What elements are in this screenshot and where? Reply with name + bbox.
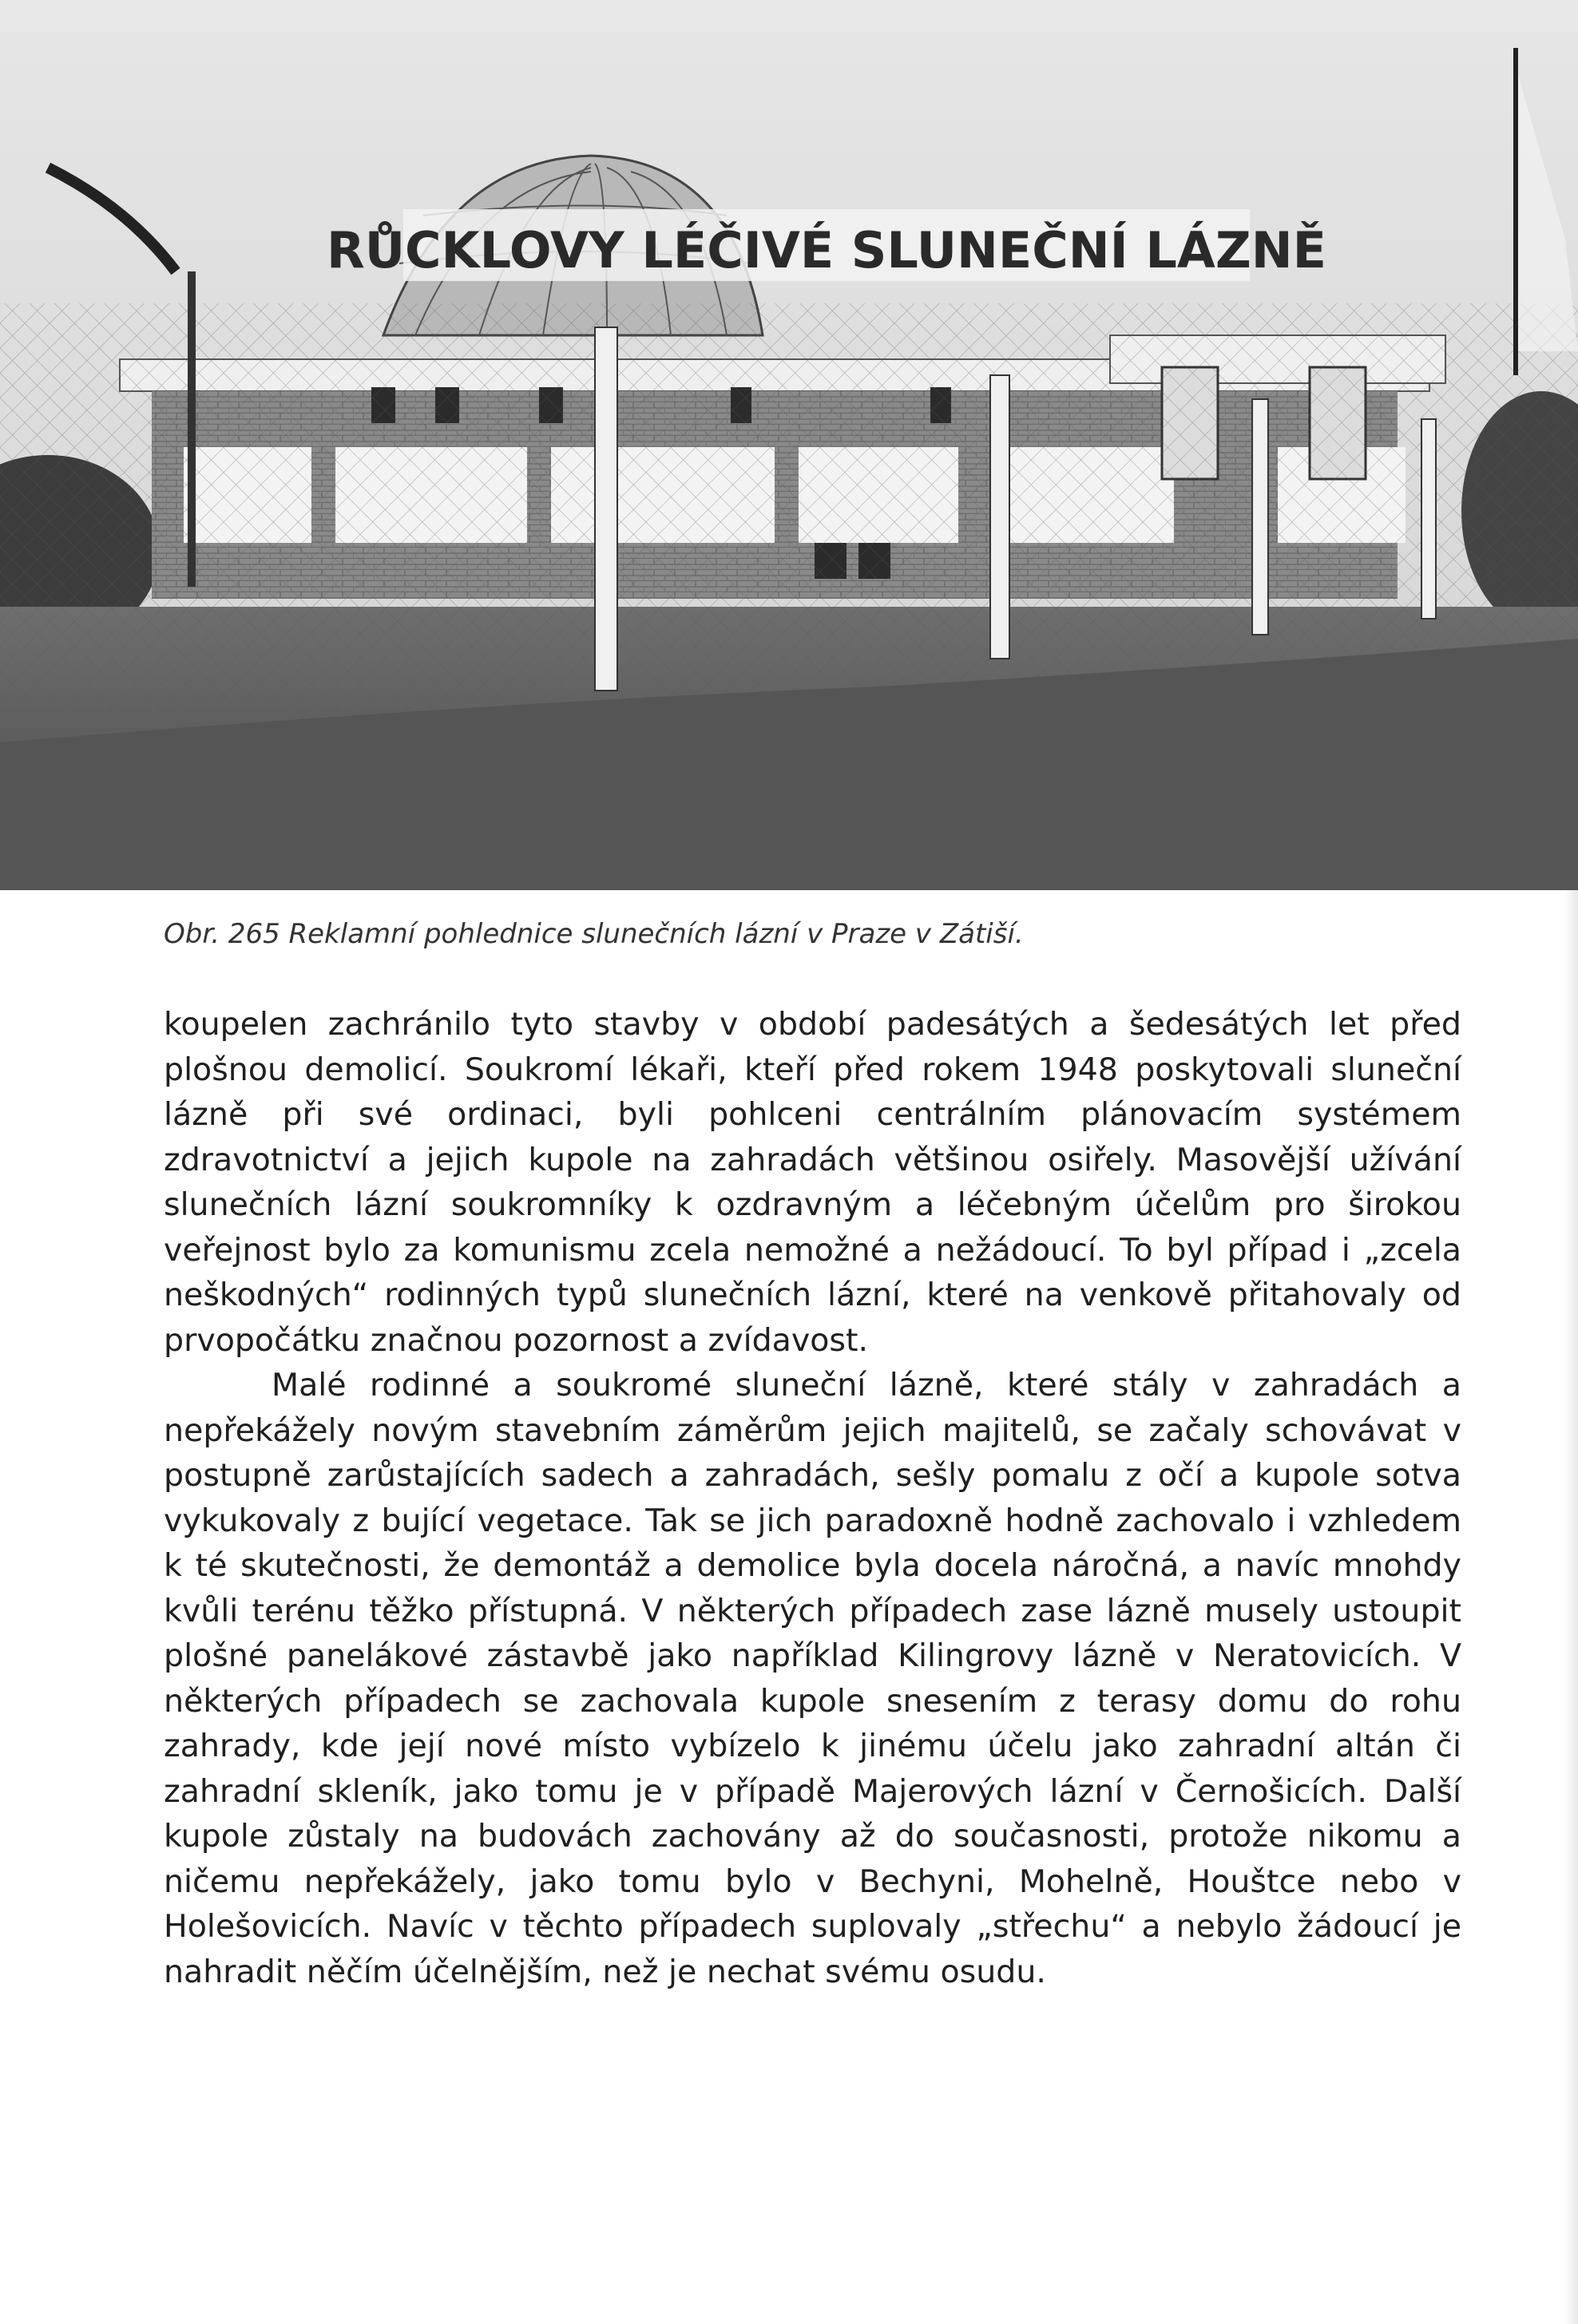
sign-text: RŮCKLOVY LÉČIVÉ SLUNEČNÍ LÁZNĚ xyxy=(326,221,1327,279)
figure-caption: Obr. 265 Reklamní pohlednice slunečních lázní v Praze v Zátiší. xyxy=(164,918,1024,950)
paragraph: Malé rodinné a soukromé sluneční lázně, které stály v zahradách a nepřekážely novým stavebním záměrům jejich majitelů, se začaly schovávat v postupně zarůstajících sadech a zahradách, sešly pomalu z očí a kupole sotva vykukovaly z bující vegetace. Tak se jich paradoxně hodně zachovalo i vzhledem k té skutečnosti, že demontáž a demolice byla docela náročná, a navíc mnohdy kvůli terénu těžko přístupná. V některých případech zase lázně musely ustoupit plošné panelákové zástavbě jako například Kilingrovy lázně v Neratovicích. V některých případech se zachovala kupole snesením z terasy domu do rohu zahrady, kde její nové místo vybízelo k jinému účelu jako zahradní altán či zahradní skleník, jako tomu je v případě Majerových lázní v Černošicích. Další kupole zůstaly na budovách zachovány až do současnosti, protože nikomu a ničemu nepřekážely, jako tomu bylo v Bechyni, Mohelně, Houštce nebo v Holešovicích. Navíc v těchto případech suplovaly „střechu“ a nebylo žádoucí je nahradit něčím účelnějším, než je nechat svému osudu. xyxy=(164,1367,1461,1990)
postcard-photo xyxy=(0,0,1578,890)
paragraph: koupelen zachránilo tyto stavby v období padesátých a šedesátých let před plošnou demolicí. Soukromí lékaři, kteří před rokem 1948 poskytovali sluneční lázně při své ordinaci, byli pohlceni centrálním plánovacím systémem zdravotnictví a jejich kupole na zahradách většinou osiřely. Masovější užívání slunečních lázní soukromníky k ozdravným a léčebným účelům pro širokou veřejnost bylo za komunismu zcela nemožné a nežádoucí. To byl případ i „zcela neškodných“ rodinných typů slunečních lázní, které na venkově přitahovaly od prvopočátku značnou pozornost a zvídavost. xyxy=(164,1006,1461,1359)
body-text xyxy=(164,1002,1461,1994)
